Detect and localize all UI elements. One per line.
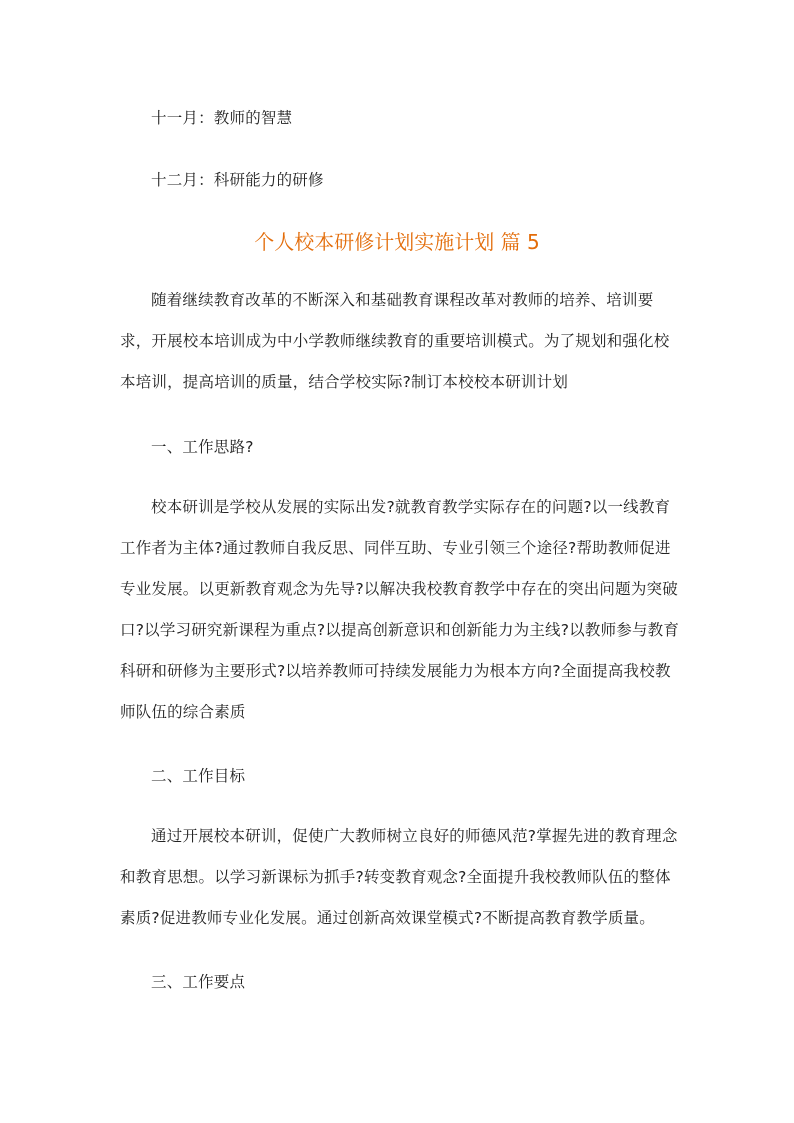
section-body-work-goals: 通过开展校本研训，促使广大教师树立良好的师德风范?掌握先进的教育理念和教育思想。以学习新课标为抓手?转变教育观念?全面提升我校教师队伍的整体素质?促进教师专业化发展。通过创新高效课堂模式?不断提高教育教学质量。 (120, 827, 678, 927)
section-heading-work-goals: 二、工作目标 (151, 767, 246, 785)
article-title: 个人校本研修计划实施计划 篇 5 (254, 230, 540, 254)
section-body-work-ideas: 校本研训是学校从发展的实际出发?就教育教学实际存在的问题?以一线教育工作者为主体?通过教师自我反思、同伴互助、专业引领三个途径?帮助教师促进专业发展。以更新教育观念为先导?以解决我校教育教学中存在的突出问题为突破口?以学习研究新课程为重点?以提高创新意识和创新能力为主线?以教师参与教育科研和研修为主要形式?以培养教师可持续发展能力为根本方向?全面提高我校教师队伍的综合素质 (120, 498, 680, 721)
schedule-item-december: 十二月：科研能力的研修 (151, 171, 324, 189)
intro-paragraph: 随着继续教育改革的不断深入和基础教育课程改革对教师的培养、培训要求，开展校本培训成为中小学教师继续教育的重要培训模式。为了规划和强化校本培训，提高培训的质量，结合学校实际?制订本校校本研训计划 (120, 291, 670, 391)
section-heading-work-points: 三、工作要点 (151, 973, 246, 991)
section-heading-work-ideas: 一、工作思路? (151, 438, 254, 456)
schedule-item-november: 十一月：教师的智慧 (151, 109, 293, 127)
